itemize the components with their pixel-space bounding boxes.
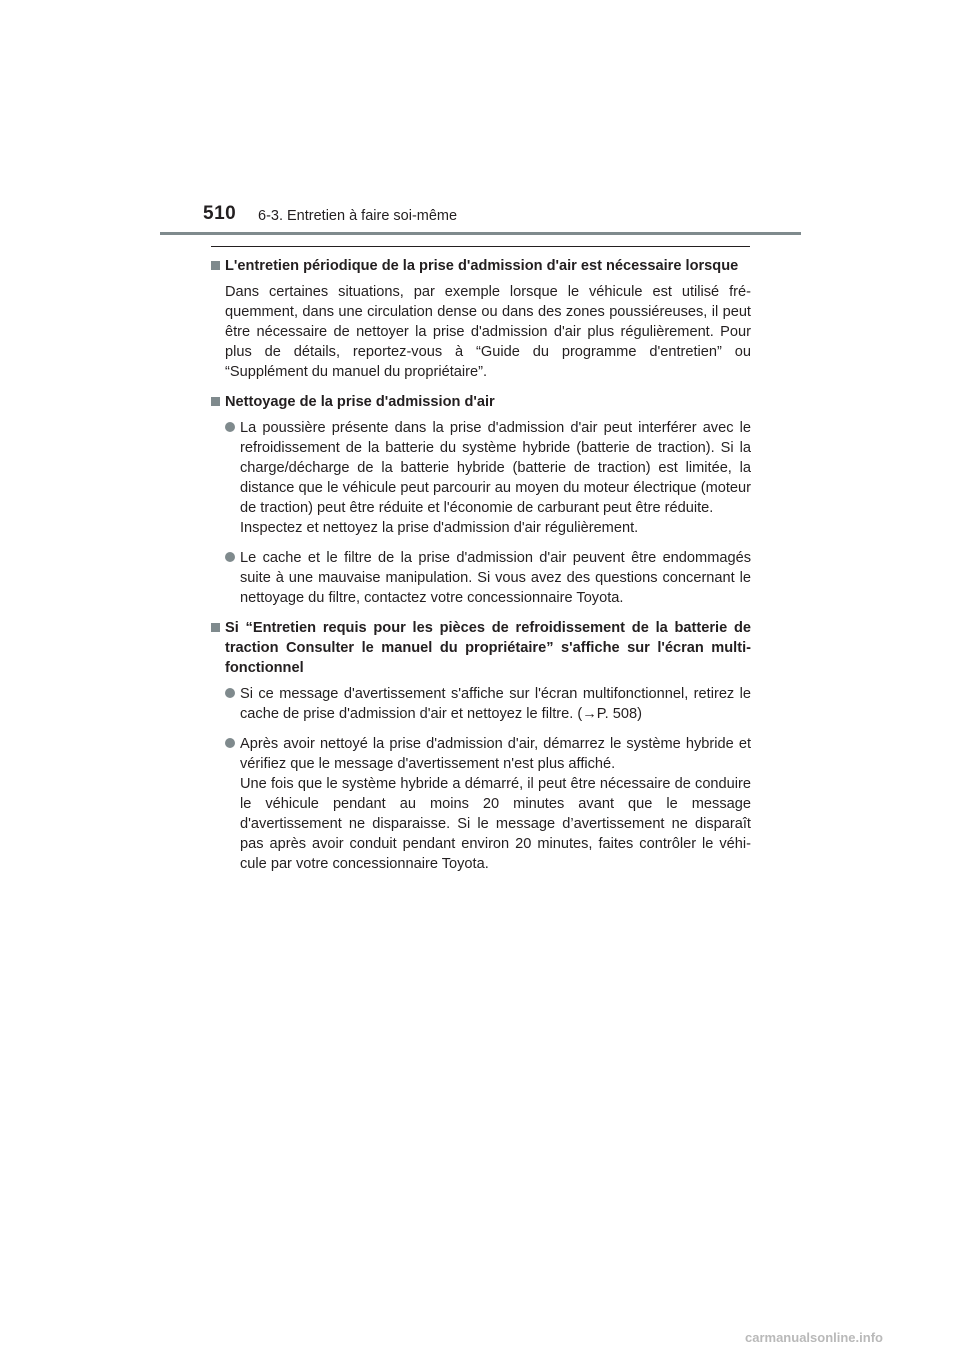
- section-heading: [211, 256, 751, 276]
- list-item-text: Si ce message d'avertissement s'affiche sur l'écran multifonctionnel, retirez le cache de prise d'admission d'air et nettoyez le filtre. (→P. 508): [240, 686, 751, 722]
- circle-bullet-icon: [225, 422, 235, 432]
- list-item: [225, 684, 751, 724]
- section-warning-message: [211, 618, 751, 874]
- header-divider: [160, 232, 801, 235]
- watermark-text: carmanualsonline.info: [745, 1330, 883, 1345]
- page-content: [211, 256, 751, 884]
- section-heading: [211, 618, 751, 678]
- section-heading-text: L'entretien périodique de la prise d'admission d'air est nécessaire lorsque: [225, 258, 739, 274]
- section-heading-text: Si “Entretien requis pour les pièces de refroidissement de la batterie de traction Consulter le manuel du propriétaire” s'affiche sur l'écran multi-fonctionnel: [225, 620, 751, 676]
- square-bullet-icon: [211, 261, 220, 270]
- section-paragraph: Dans certaines situations, par exemple lorsque le véhicule est utilisé fré-quemment, dans une circulation dense ou dans des zones poussiéreuses, il peut être nécessaire de nettoyer la prise d'admission d'air plus régulièrement. Pour plus de détails, reportez-vous à “Guide du programme d'entretien” ou “Supplément du manuel du propriétaire”.: [225, 284, 751, 380]
- circle-bullet-icon: [225, 738, 235, 748]
- list-item-text: La poussière présente dans la prise d'admission d'air peut interférer avec le refroidissement de la batterie du système hybride (batterie de traction). Si la charge/décharge de la batterie hybride (batterie de traction) est limitée, la distance que le véhicule peut parcourir au moyen du moteur électrique (moteur de traction) peut être réduite et l'économie de carburant peut être réduite.: [240, 420, 751, 516]
- page-number: 510: [203, 203, 237, 224]
- circle-bullet-icon: [225, 688, 235, 698]
- section-heading-text: Nettoyage de la prise d'admission d'air: [225, 394, 495, 410]
- list-item-text: Le cache et le filtre de la prise d'admission d'air peuvent être endommagés suite à une mauvaise manipulation. Si vous avez des questions concernant le nettoyage du filtre, contactez votre concessionnaire Toyota.: [240, 550, 751, 606]
- square-bullet-icon: [211, 397, 220, 406]
- list-item: [225, 418, 751, 538]
- section-periodic-maintenance: [211, 256, 751, 382]
- content-divider: [211, 246, 750, 247]
- list-item: [225, 548, 751, 608]
- section-title: 6-3. Entretien à faire soi-même: [258, 208, 458, 224]
- section-cleaning: [211, 392, 751, 608]
- list-item-text: Inspectez et nettoyez la prise d'admission d'air régulièrement.: [240, 520, 639, 536]
- list-item: [225, 734, 751, 874]
- circle-bullet-icon: [225, 552, 235, 562]
- list-item-text: Après avoir nettoyé la prise d'admission d'air, démarrez le système hybride et vérifiez que le message d'avertissement n'est plus affiché.: [240, 736, 751, 772]
- page-header: [0, 0, 960, 240]
- list-item-text: Une fois que le système hybride a démarré, il peut être nécessaire de conduire le véhicule pendant au moins 20 minutes avant que le message d'avertissement ne disparaisse. Si le message d’avertissement ne disparaît pas après avoir conduit pendant environ 20 minutes, faites contrôler le véhi-cule par votre concessionnaire Toyota.: [240, 776, 751, 872]
- section-heading: [211, 392, 751, 412]
- square-bullet-icon: [211, 623, 220, 632]
